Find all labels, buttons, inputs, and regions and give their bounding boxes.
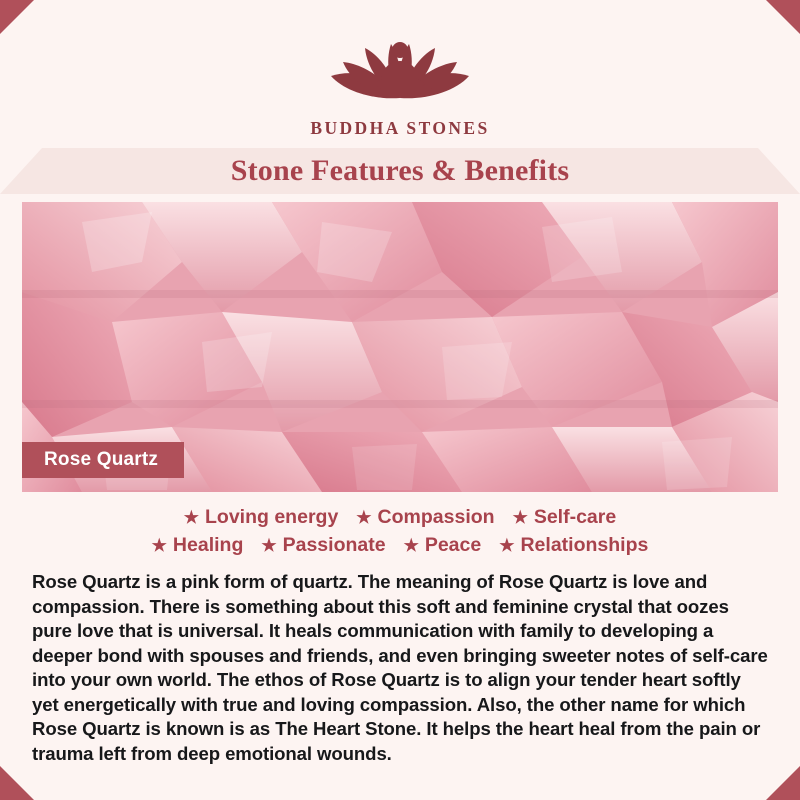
lotus-meditation-icon [305, 26, 495, 112]
benefit-item [184, 506, 339, 529]
star-icon: ★ [512, 508, 528, 527]
star-icon: ★ [403, 536, 419, 555]
star-icon: ★ [261, 536, 277, 555]
benefit-item [261, 534, 385, 557]
benefit-item [356, 506, 494, 529]
star-icon: ★ [151, 536, 167, 555]
benefit-label: Loving energy [205, 506, 339, 528]
benefit-item [499, 534, 648, 557]
brand-header [0, 0, 800, 148]
benefits-row-2 [26, 534, 774, 557]
description-text: Rose Quartz is a pink form of quartz. The meaning of Rose Quartz is love and compassion. There is something about this soft and feminine crystal that oozes pure love that is universal. It heals communication with family to developing a deeper bond with spouses and friends, and even bringing sweeter notes of self-care into your own world. The ethos of Rose Quartz is to align your tender heart softly yet energetically with true and loving compassion. Also, the other name for which Rose Quartz is known is as The Heart Stone. It helps the heart heal from the pain or trauma left from deep emotional wounds. [32, 571, 768, 764]
star-icon: ★ [183, 508, 200, 527]
benefits-list [0, 492, 800, 564]
corner-decoration-top-right [766, 0, 800, 34]
star-icon: ★ [356, 508, 372, 527]
title-band [0, 148, 800, 194]
corner-decoration-bottom-left [0, 766, 34, 800]
corner-decoration-top-left [0, 0, 34, 34]
benefit-item [404, 534, 482, 557]
hero-caption: Rose Quartz [22, 442, 184, 478]
benefit-label: Self-care [533, 506, 617, 528]
brand-name: BUDDHA STONES [310, 118, 490, 138]
hero-image [22, 202, 778, 492]
benefit-label: Healing [172, 534, 244, 556]
benefit-item [152, 534, 244, 557]
benefit-label: Relationships [520, 534, 649, 556]
benefit-item [513, 506, 617, 529]
benefit-label: Compassion [377, 506, 495, 528]
benefits-row-1 [26, 506, 774, 529]
star-icon: ★ [499, 536, 515, 555]
page-title: Stone Features & Benefits [230, 154, 570, 187]
benefit-label: Passionate [282, 534, 386, 556]
benefit-label: Peace [424, 534, 482, 556]
corner-decoration-bottom-right [766, 766, 800, 800]
